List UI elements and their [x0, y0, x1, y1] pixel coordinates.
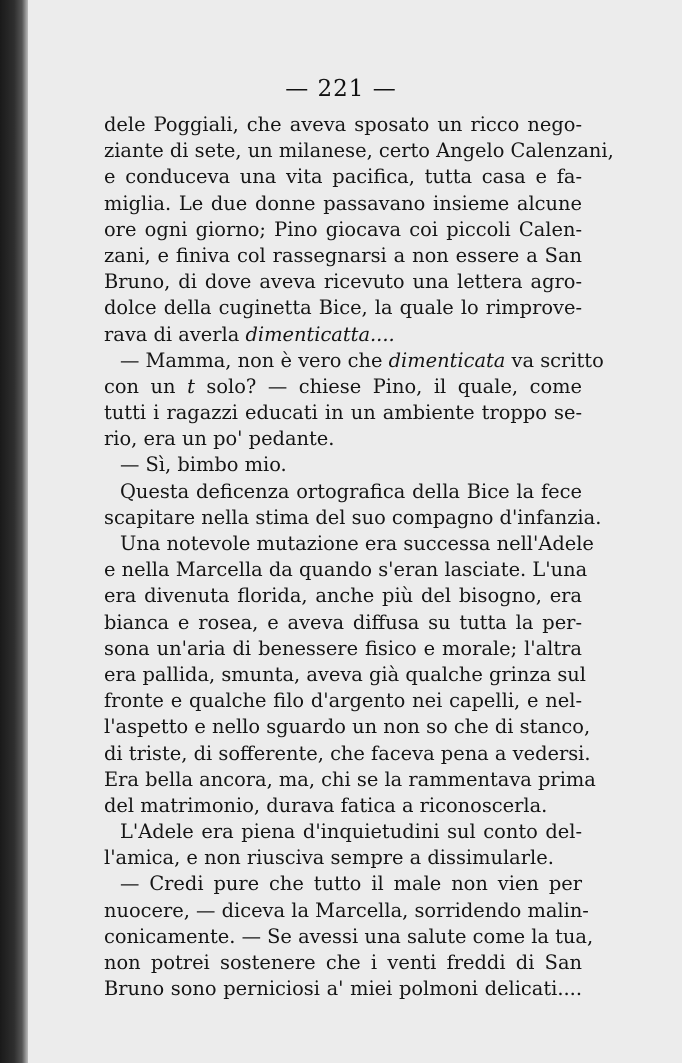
text-line: bianca e rosea, e aveva diffusa su tutta la per-	[104, 610, 582, 634]
text-line: ziante di sete, un milanese, certo Angelo Calenzani,	[104, 139, 614, 163]
text-line: del matrimonio, durava fatica a riconoscerla.	[104, 793, 548, 817]
text-line: non potrei sostenere che i venti freddi di San	[104, 951, 582, 974]
text-line: l'amica, e non riusciva sempre a dissimularle.	[104, 846, 554, 870]
text-line: L'Adele era piena d'inquietudini sul conto del-	[120, 820, 582, 844]
text-line: Bruno, di dove aveva ricevuto una lettera agro-	[104, 270, 582, 294]
text-line: Era bella ancora, ma, chi se la rammentava prima	[104, 767, 596, 791]
text-line	[104, 348, 604, 374]
text-line: — Sì, bimbo mio.	[120, 453, 287, 477]
book-binding-edge	[0, 0, 28, 1063]
text-segment: — Mamma, non è vero che	[120, 348, 389, 372]
text-line: fronte e qualche filo d'argento nei capelli, e nel-	[104, 689, 582, 713]
italic-word: t	[187, 374, 195, 398]
italic-word: dimenticata	[388, 348, 506, 372]
text-line	[104, 322, 582, 348]
text-line: tutti i ragazzi educati in un ambiente troppo se-	[104, 401, 582, 425]
text-segment: va scritto	[505, 348, 604, 372]
text-line: e conduceva una vita pacifica, tutta casa e fa-	[104, 165, 582, 189]
text-line: miglia. Le due donne passavano insieme alcune	[104, 191, 582, 215]
text-line: sona un'aria di benessere fisico e morale; l'altra	[104, 636, 582, 660]
text-line: Una notevole mutazione era successa nell'Adele	[120, 532, 594, 555]
text-line: — Credi pure che tutto il male non vien per	[120, 872, 582, 896]
text-line: di triste, di sofferente, che faceva pena a vedersi.	[104, 741, 591, 765]
text-line: ore ogni giorno; Pino giocava coi piccoli Calen-	[104, 217, 582, 241]
text-segment: solo? — chiese Pino, il quale, come	[194, 374, 583, 398]
text-line: dele Poggiali, che aveva sposato un ricco nego-	[104, 113, 582, 136]
text-line: e nella Marcella da quando s'eran lasciate. L'una	[104, 558, 588, 582]
text-line: scapitare nella stima del suo compagno d'infanzia.	[104, 505, 602, 529]
text-line	[104, 374, 582, 400]
text-line: nuocere, — diceva la Marcella, sorridendo malin-	[104, 898, 589, 922]
text-segment: rava di averla	[104, 322, 246, 346]
text-line: dolce della cuginetta Bice, la quale lo rimprove-	[104, 296, 582, 320]
text-line: zani, e finiva col rassegnarsi a non essere a San	[104, 243, 582, 267]
text-line: conicamente. — Se avessi una salute come la tua,	[104, 924, 594, 948]
text-line: l'aspetto e nello sguardo un non so che di stanco,	[104, 715, 591, 739]
text-line: Questa deficenza ortografica della Bice la fece	[120, 479, 582, 503]
body-text	[104, 112, 614, 1002]
text-line: era divenuta florida, anche più del bisogno, era	[104, 584, 582, 608]
text-line: era pallida, smunta, aveva già qualche grinza sul	[104, 662, 586, 686]
italic-word: dimenticatta....	[245, 322, 395, 346]
text-line: rio, era un po' pedante.	[104, 427, 335, 451]
text-segment: con un	[104, 374, 188, 398]
page-number: — 221 —	[285, 76, 397, 102]
text-line: Bruno sono perniciosi a' miei polmoni delicati....	[104, 977, 582, 1001]
